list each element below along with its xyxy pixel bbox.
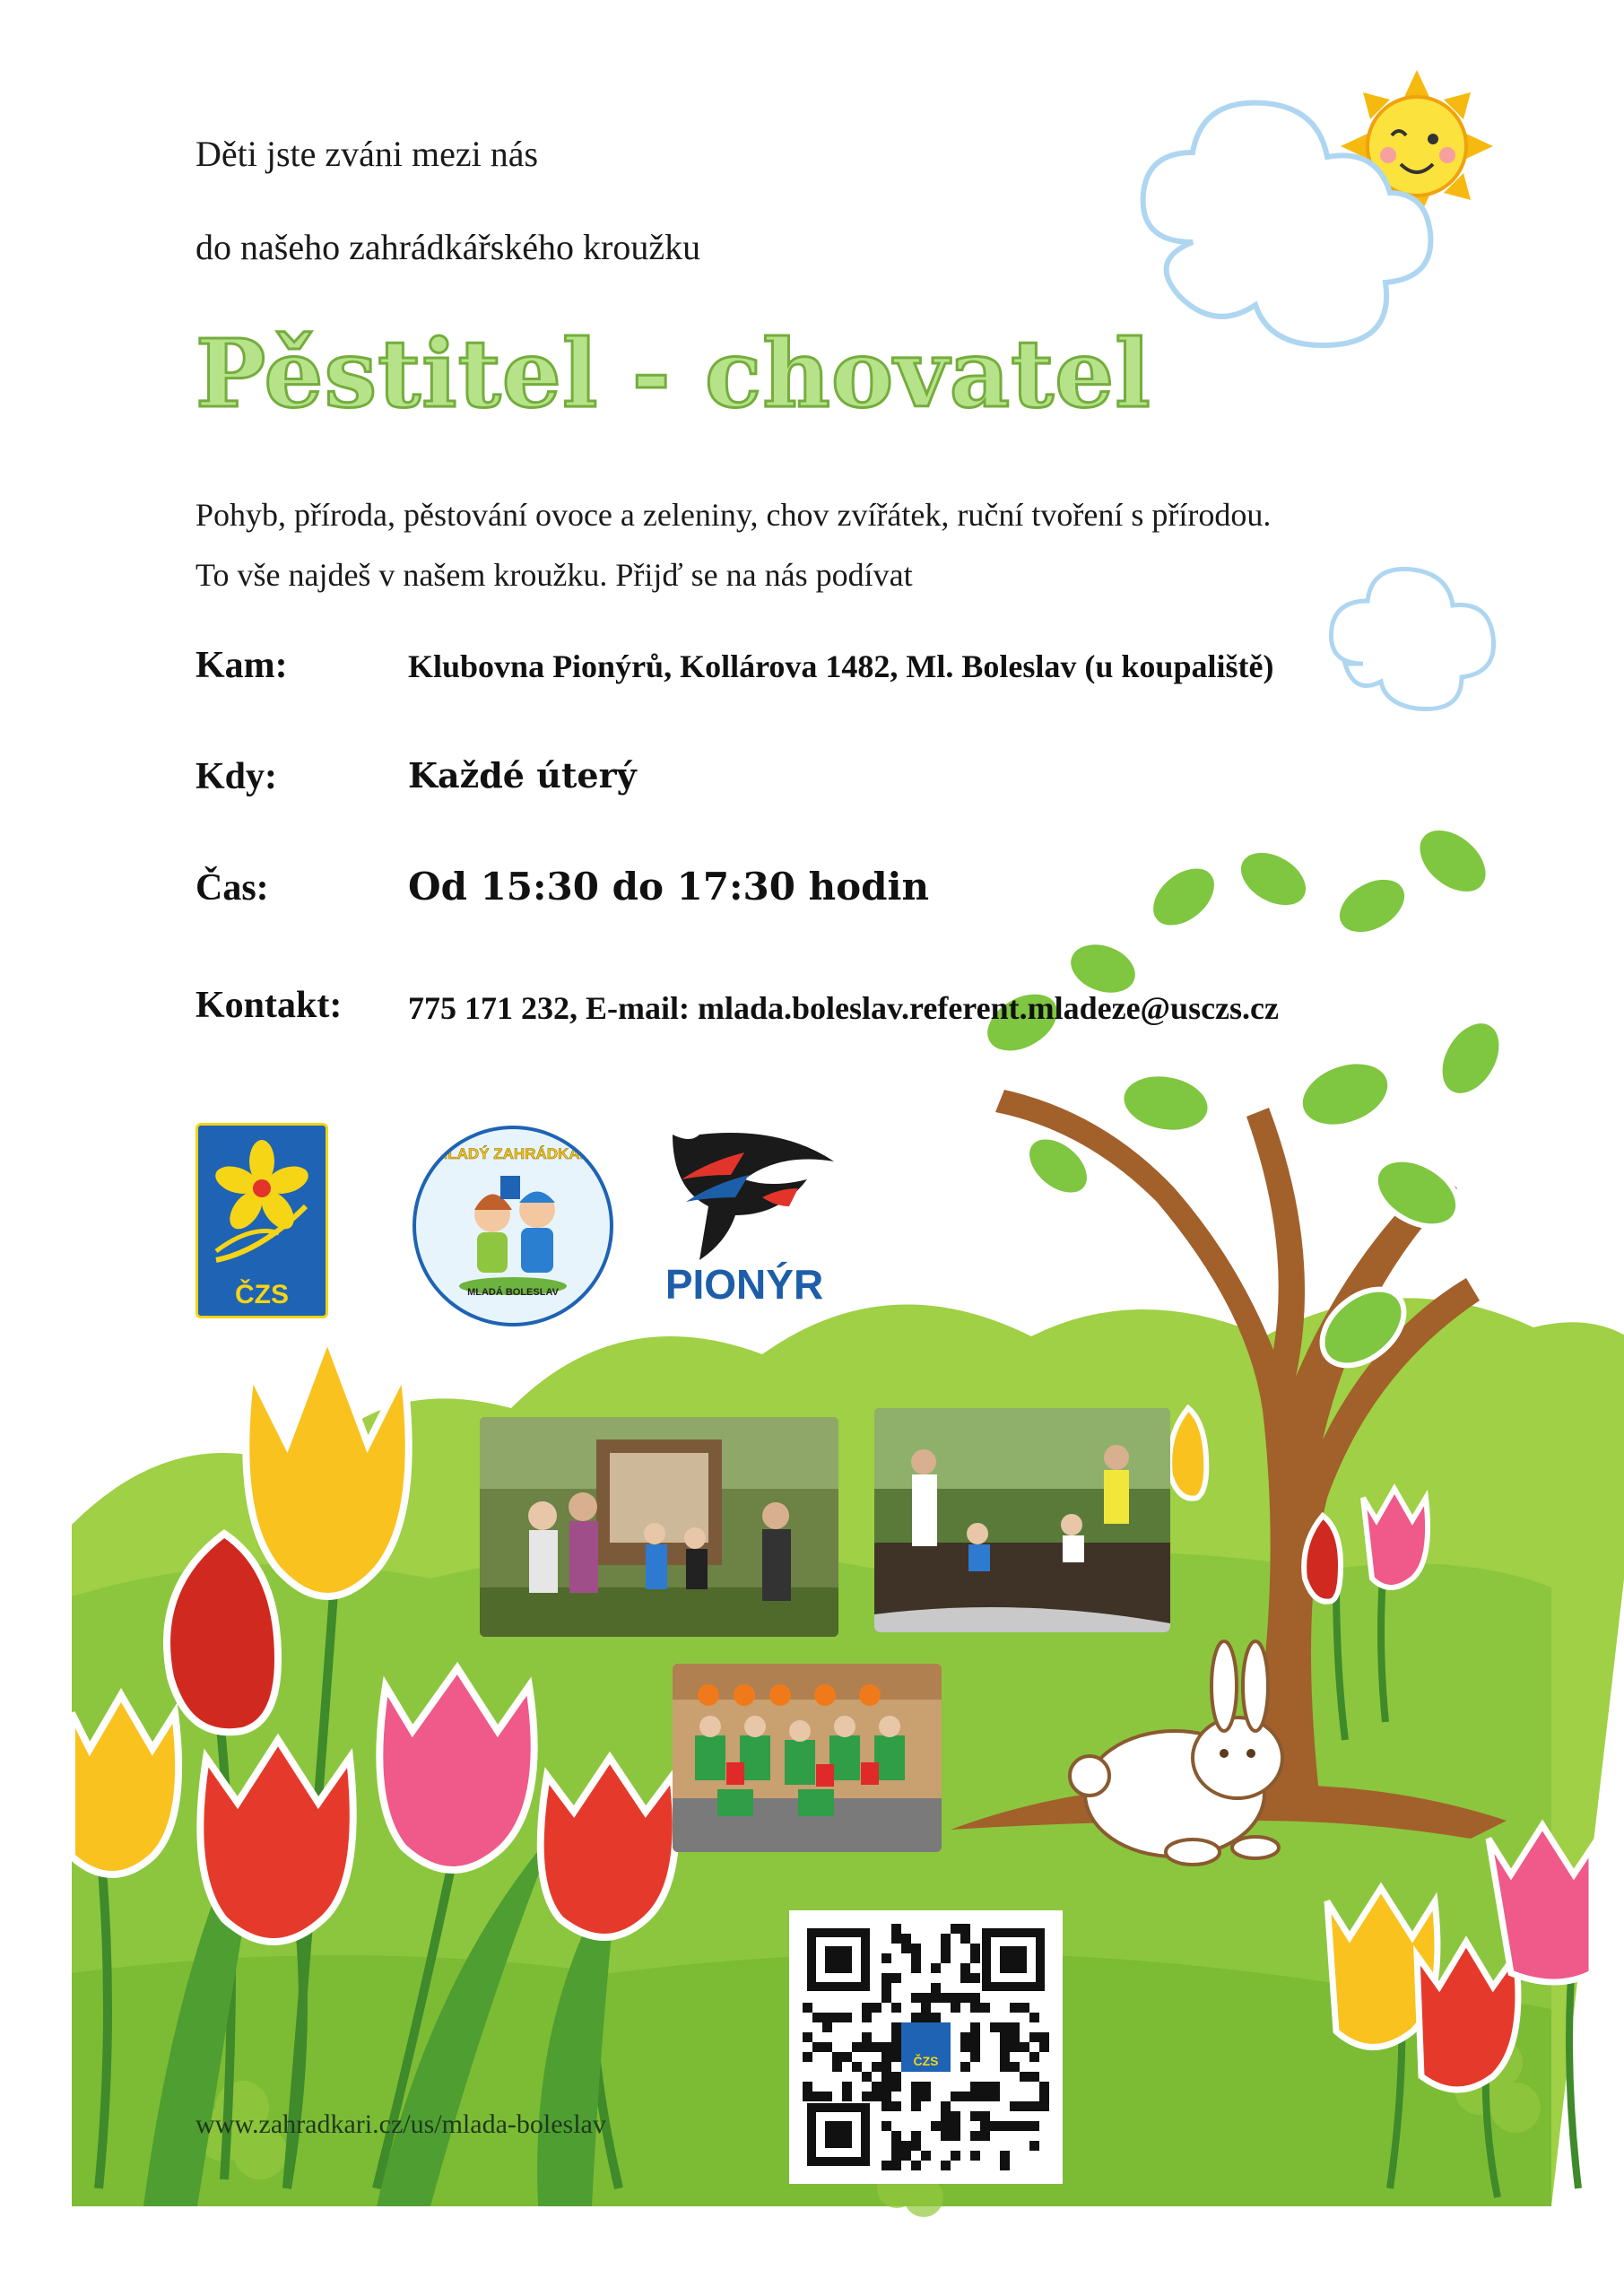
qr-code[interactable] <box>789 1910 1063 2184</box>
photo-notice-board <box>480 1417 838 1637</box>
swallow-icon <box>646 1117 843 1260</box>
value-kontakt: 775 171 232, E-mail: mlada.boleslav.referent.mladeze@usczs.cz <box>408 990 1279 1026</box>
intro-line-1: Děti jste zváni mezi nás <box>195 134 539 174</box>
website-link[interactable]: www.zahradkari.cz/us/mlada-boleslav <box>195 2109 606 2139</box>
page-title: Pěstitel - chovatel <box>195 318 1151 429</box>
value-kdy: Každé úterý <box>408 755 637 796</box>
czs-logo <box>195 1123 328 1318</box>
pionyr-logo-text: PIONÝR <box>664 1261 824 1308</box>
description-line-2: To vše najdeš v našem kroužku. Přijď se na nás podívat <box>195 557 913 593</box>
value-cas: Od 15:30 do 17:30 hodin <box>408 865 930 909</box>
mlady-zahradkar-top-text: MLADÝ ZAHRÁDKÁŘ <box>435 1145 591 1162</box>
qr-czs-badge: ČZS <box>913 2054 939 2068</box>
label-kam: Kam: <box>195 645 288 686</box>
flower-icon <box>198 1126 326 1278</box>
cloud-icon <box>1331 569 1493 709</box>
photo-garden-work <box>874 1408 1170 1632</box>
intro-line-2: do našeho zahrádkářského kroužku <box>195 227 701 267</box>
photo-group-pumpkins <box>673 1664 942 1852</box>
value-kam: Klubovna Pionýrů, Kollárova 1482, Ml. Boleslav (u koupaliště) <box>408 648 1274 684</box>
mlady-zahradkar-logo <box>413 1126 613 1326</box>
mlady-zahradkar-bottom-text: MLADÁ BOLESLAV <box>467 1287 559 1298</box>
description-line-1: Pohyb, příroda, pěstování ovoce a zeleniny, chov zvířátek, ruční tvoření s přírodou. <box>195 497 1272 533</box>
pionyr-logo <box>646 1117 843 1323</box>
label-kontakt: Kontakt: <box>195 985 343 1026</box>
label-kdy: Kdy: <box>195 756 278 797</box>
czs-logo-text: ČZS <box>235 1280 289 1309</box>
label-cas: Čas: <box>195 867 269 909</box>
